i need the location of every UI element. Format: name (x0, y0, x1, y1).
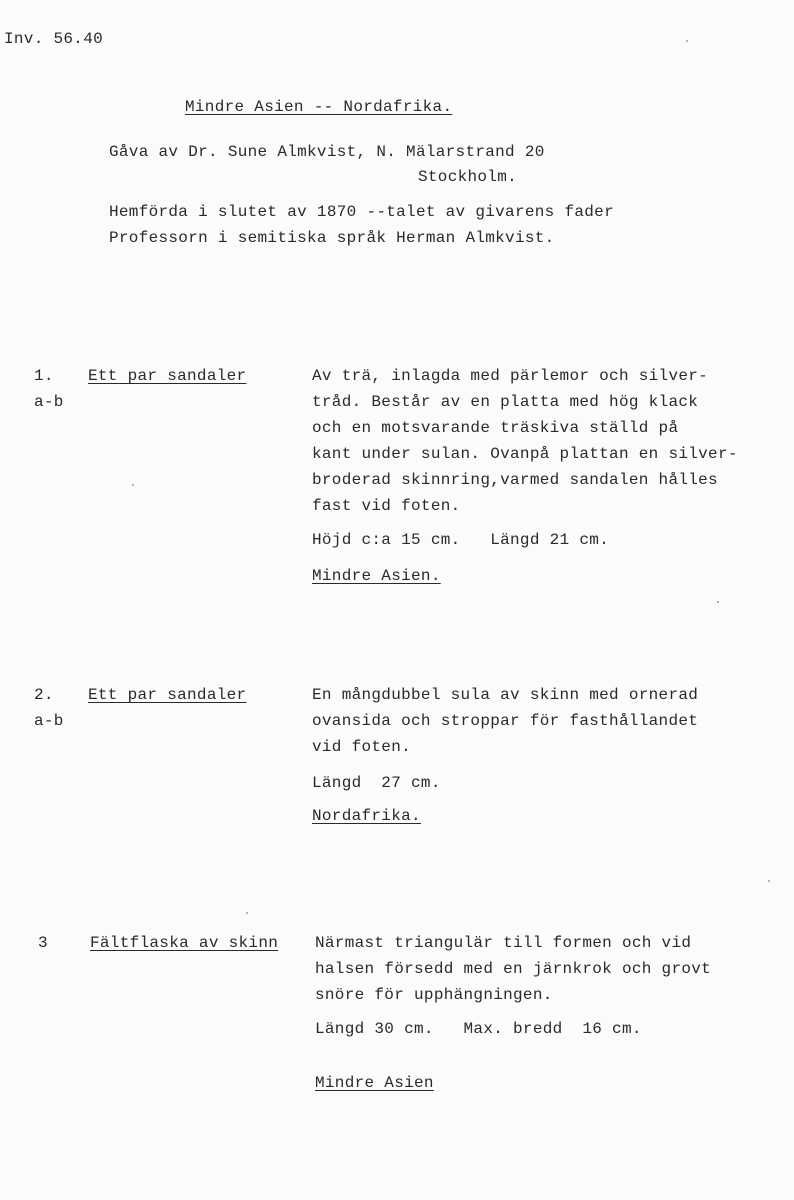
entry-desc-line: och en motsvarande träskiva ställd på (312, 419, 679, 437)
donor-line-2: Stockholm. (418, 168, 518, 186)
entry-origin: Mindre Asien (315, 1074, 434, 1092)
entry-desc-line: En mångdubbel sula av skinn med ornerad (312, 686, 699, 704)
scan-speck (686, 40, 688, 42)
entry-desc-line: Av trä, inlagda med pärlemor och silver- (312, 367, 709, 385)
entry-number: 1. (34, 367, 54, 385)
entry-measurements: Längd 30 cm. Max. bredd 16 cm. (315, 1020, 642, 1038)
entry-number: 2. (34, 686, 54, 704)
entry-measurements: Höjd c:a 15 cm. Längd 21 cm. (312, 531, 610, 549)
entry-name: Ett par sandaler (88, 367, 247, 385)
entry-desc-line: fast vid foten. (312, 497, 461, 515)
document-title: Mindre Asien -- Nordafrika. (185, 98, 453, 116)
entry-origin: Mindre Asien. (312, 567, 441, 585)
entry-desc-line: tråd. Består av en platta med hög klack (312, 393, 699, 411)
entry-measurements: Längd 27 cm. (312, 774, 441, 792)
provenance-line-2: Professorn i semitiska språk Herman Almkvist. (109, 229, 555, 247)
entry-desc-line: snöre för upphängningen. (315, 986, 553, 1004)
scan-speck (717, 601, 719, 603)
entry-name: Ett par sandaler (88, 686, 247, 704)
provenance-line-1: Hemförda i slutet av 1870 --talet av givarens fader (109, 203, 614, 221)
entry-desc-line: Närmast triangulär till formen och vid (315, 934, 692, 952)
scan-speck (246, 912, 248, 914)
entry-origin: Nordafrika. (312, 807, 421, 825)
entry-subletters: a-b (34, 712, 64, 730)
donor-line-1: Gåva av Dr. Sune Almkvist, N. Mälarstrand 20 (109, 143, 545, 161)
entry-name: Fältflaska av skinn (90, 934, 279, 952)
entry-desc-line: kant under sulan. Ovanpå plattan en silver- (312, 445, 738, 463)
entry-desc-line: ovansida och stroppar för fasthållandet (312, 712, 699, 730)
entry-subletters: a-b (34, 393, 64, 411)
entry-desc-line: vid foten. (312, 738, 412, 756)
entry-desc-line: halsen försedd med en järnkrok och grovt (315, 960, 712, 978)
entry-number: 3 (38, 934, 48, 952)
inventory-number: Inv. 56.40 (4, 30, 104, 48)
scan-speck (768, 880, 770, 882)
scan-speck (132, 484, 134, 486)
entry-desc-line: broderad skinnring,varmed sandalen hålles (312, 471, 718, 489)
